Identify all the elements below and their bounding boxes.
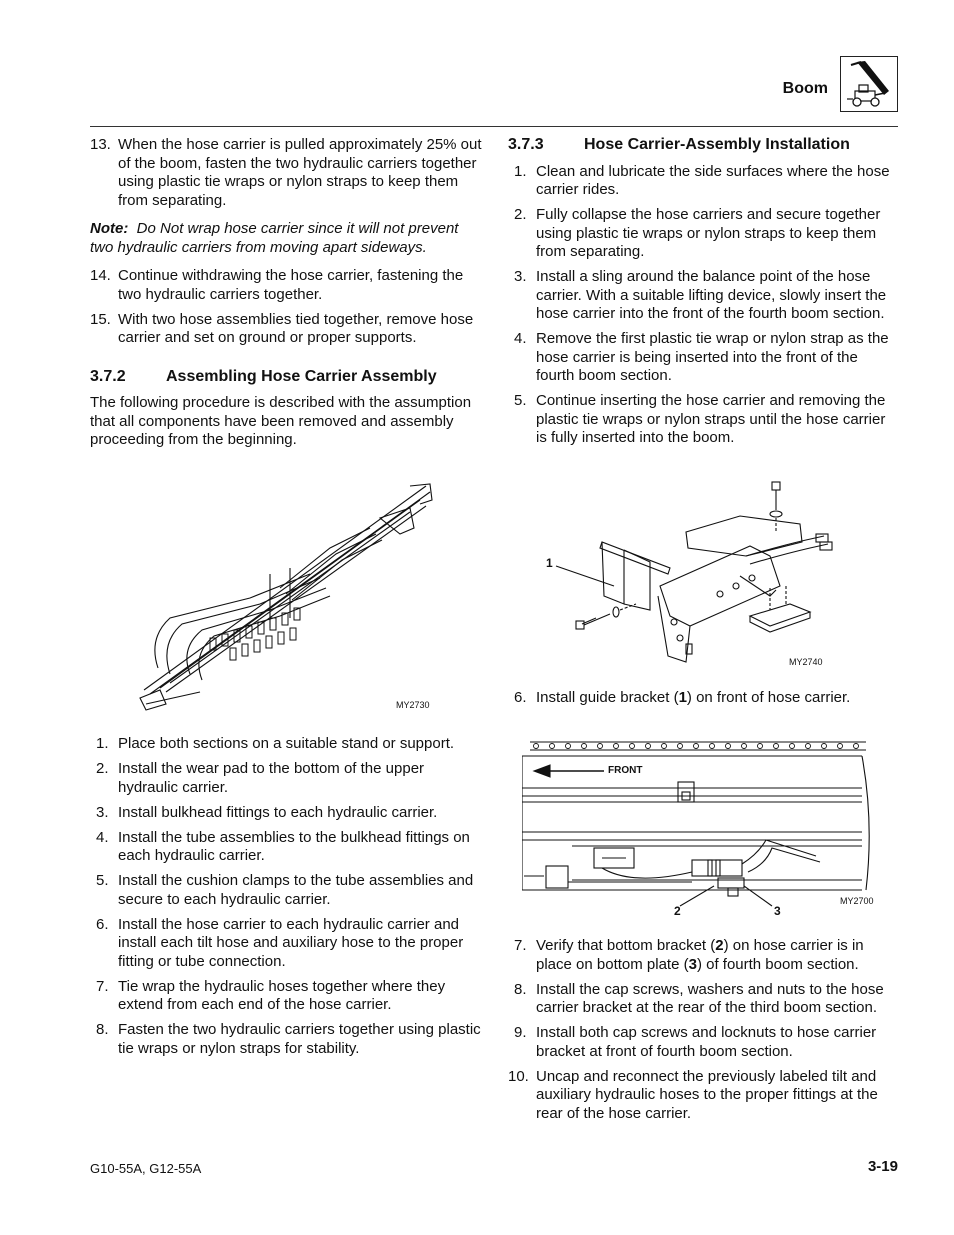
step-number: 6.	[96, 915, 109, 933]
list-item	[90, 267, 482, 304]
figure-id: MY2700	[840, 896, 874, 906]
step-number: 13.	[90, 136, 111, 153]
list-item	[90, 311, 482, 348]
step-number: 4.	[96, 828, 109, 846]
callout-ref: 3	[688, 955, 697, 973]
section-header: Boom	[782, 80, 828, 97]
left-column-lower	[90, 735, 482, 1065]
note-text: Do Not wrap hose carrier since it will not prevent two hydraulic carriers from moving apart sideways.	[90, 220, 459, 256]
step-text: Continue withdrawing the hose carrier, fastening the two hydraulic carriers together.	[118, 267, 464, 303]
step-text: Place both sections on a suitable stand or support.	[118, 735, 455, 752]
step-number: 3.	[514, 268, 527, 285]
left-column	[90, 136, 482, 460]
telehandler-boom-icon	[840, 56, 898, 112]
section-heading-373	[508, 136, 900, 155]
boom-section-figure	[522, 736, 882, 922]
step-text-part: ) of fourth boom section.	[696, 955, 859, 973]
list-item	[508, 268, 900, 324]
list-item	[508, 689, 900, 708]
section-title: Assembling Hose Carrier Assembly	[166, 367, 437, 385]
step-text: Continue inserting the hose carrier and removing the plastic tie wraps or nylon straps until the hose carrier is fully inserted into the boom.	[536, 392, 886, 446]
step-text: Tie wrap the hydraulic hoses together where they extend from each end of the hose carrier.	[118, 977, 446, 1013]
list-item	[508, 330, 900, 386]
figure-id: MY2730	[396, 700, 430, 710]
step-text: When the hose carrier is pulled approximately 25% out of the boom, fasten the two hydraulic carriers together using plastic tie wraps or nylon straps to keep them from separating.	[118, 136, 482, 209]
step-text: Install both cap screws and locknuts to hose carrier bracket at front of fourth boom section.	[536, 1024, 877, 1060]
header-rule	[90, 126, 898, 127]
list-item	[90, 760, 482, 797]
note	[90, 220, 482, 257]
step-text: Install a sling around the balance point of the hose carrier. With a suitable lifting device, slowly insert the hose carrier into the front of the fourth boom section.	[536, 268, 887, 322]
step-number: 2.	[96, 760, 109, 777]
list-item	[508, 206, 900, 262]
right-column	[508, 136, 900, 454]
step-number: 8.	[96, 1021, 109, 1038]
step-number: 3.	[96, 803, 109, 821]
step-text: Install the wear pad to the bottom of the upper hydraulic carrier.	[118, 760, 425, 796]
step-number: 6.	[514, 689, 527, 706]
step-text-part: Verify that bottom bracket (	[536, 937, 716, 954]
step-text: Remove the first plastic tie wrap or nylon strap as the hose carrier is being inserted into the front of the fourth boom section.	[536, 330, 889, 384]
step-text-part: Install guide bracket (	[536, 689, 679, 706]
step-number: 15.	[90, 310, 111, 328]
step-number: 1.	[96, 735, 109, 752]
step-text: Install the cushion clamps to the tube assemblies and secure to each hydraulic carrier.	[118, 872, 474, 908]
step-text: Install the hose carrier to each hydraulic carrier and install each tilt hose and auxiliary hose to the proper fitting or tube connection.	[118, 915, 464, 970]
list-item	[508, 1024, 900, 1061]
step-list-continued	[90, 136, 482, 210]
list-item	[508, 937, 900, 974]
hose-carrier-assembly-figure	[130, 478, 450, 718]
step-text	[536, 689, 900, 708]
list-item	[90, 978, 482, 1015]
footer-models: G10-55A, G12-55A	[90, 1161, 202, 1176]
section-heading-372	[90, 368, 482, 387]
step-number: 10.	[508, 1067, 529, 1085]
list-item	[90, 1021, 482, 1058]
step-number: 7.	[96, 977, 109, 995]
right-column-lower	[508, 937, 900, 1130]
callout-3: 3	[774, 904, 781, 918]
step-number: 7.	[514, 937, 527, 954]
list-item	[90, 735, 482, 754]
step-text: Fasten the two hydraulic carriers together using plastic tie wraps or nylon straps for stability.	[118, 1021, 481, 1057]
step-number: 5.	[514, 392, 527, 409]
guide-bracket-figure	[540, 476, 840, 672]
step-text-part: ) on front of hose carrier.	[686, 689, 851, 706]
step-text: With two hose assemblies tied together, remove hose carrier and set on ground or proper supports.	[118, 310, 474, 346]
step-text: Install bulkhead fittings to each hydraulic carrier.	[118, 803, 438, 821]
step-number: 9.	[514, 1024, 527, 1041]
list-item	[508, 981, 900, 1018]
step-number: 8.	[514, 980, 527, 998]
step-6	[508, 689, 900, 714]
list-item	[90, 829, 482, 866]
step-text-part: ) on hose carrier is in place on bottom plate (	[536, 937, 864, 973]
section-number: 3.7.3	[508, 136, 544, 153]
step-text: Fully collapse the hose carriers and secure together using plastic tie wraps or nylon straps to keep them from separating.	[536, 206, 881, 260]
step-list-continued-2	[90, 267, 482, 348]
intro-paragraph: The following procedure is described with the assumption that all components have been removed and assembly proceeding from the beginning.	[90, 394, 472, 448]
callout-ref: 2	[715, 937, 724, 954]
list-item	[90, 136, 482, 210]
callout-2: 2	[674, 904, 681, 918]
list-item	[90, 916, 482, 972]
step-number: 2.	[514, 206, 527, 223]
list-item	[508, 392, 900, 448]
figure-id: MY2740	[789, 657, 823, 667]
section-title: Hose Carrier-Assembly Installation	[584, 136, 850, 153]
step-text: Uncap and reconnect the previously labeled tilt and auxiliary hydraulic hoses to the proper fittings at the rear of the hose carrier.	[536, 1067, 878, 1122]
callout-ref: 1	[678, 689, 687, 706]
list-item	[90, 872, 482, 909]
note-label: Note:	[90, 220, 129, 237]
list-item	[90, 804, 482, 823]
step-text: Install the cap screws, washers and nuts to the hose carrier bracket at the rear of the third boom section.	[536, 980, 884, 1016]
step-text: Install the tube assemblies to the bulkhead fittings on each hydraulic carrier.	[118, 828, 470, 864]
list-item	[508, 163, 900, 200]
step-number: 4.	[514, 330, 527, 347]
step-text: Clean and lubricate the side surfaces where the hose carrier rides.	[536, 162, 890, 198]
section-number: 3.7.2	[90, 367, 126, 385]
page-number: 3-19	[867, 1158, 898, 1175]
step-number: 5.	[96, 872, 109, 889]
front-label: FRONT	[608, 765, 643, 776]
step-text	[536, 937, 900, 974]
step-number: 1.	[514, 162, 527, 180]
callout-1: 1	[546, 556, 553, 570]
list-item	[508, 1068, 900, 1124]
step-number: 14.	[90, 267, 111, 284]
